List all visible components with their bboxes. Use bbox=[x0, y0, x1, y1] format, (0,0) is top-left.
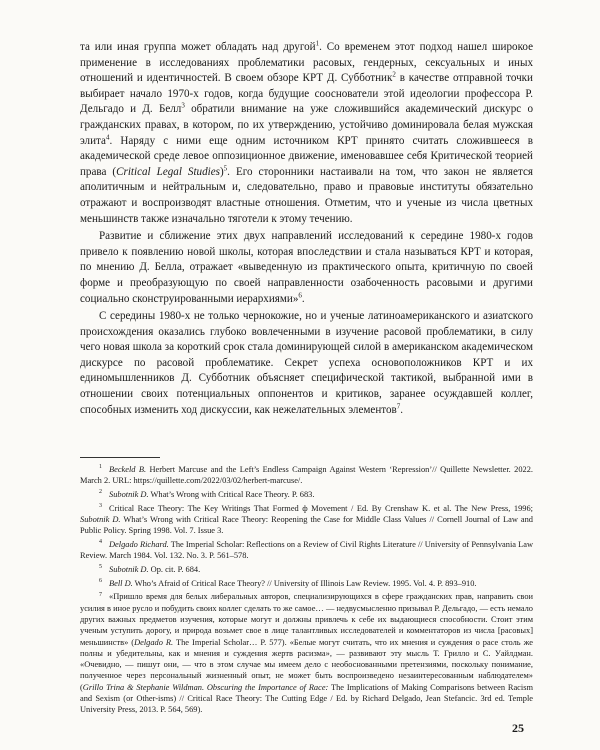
footnote-4: $^4$ Delgado Richard. The Imperial Scholar: Reflections on a Review of Civil Rights Literature // University of Pennsylvania Law Review. March 1984. Vol. 132. No. 3. P. 561–578. bbox=[80, 539, 534, 561]
footnote-5: $^5$ Subotnik D. Op. cit. P. 684. bbox=[99, 564, 201, 574]
footnote-ref-1: 1 bbox=[315, 39, 320, 48]
page-number: 25 bbox=[512, 721, 524, 735]
footnote-2: $^2$ Subotnik D. What’s Wrong with Critical Race Theory. P. 683. bbox=[99, 489, 315, 499]
footnotes bbox=[80, 464, 533, 718]
footnote-3: $^3$ Critical Race Theory: The Key Writings That Formed ф Movement / Ed. By Crenshaw K. et al. The New Press, 1996; Subotnik D. What’s Wrong with Critical Race Theory: Reopening the Case for Middle Class Values // Cornell Journal of Law and Public Policy. Spring 1998. Vol. 7. Issue 3. bbox=[80, 502, 533, 536]
paragraph-2: Развитие и сближение этих двух направлений исследований к середине 1980-х годов привело к появлению новой школы, которая впоследствии и стала называться КРТ и которая, по мнению Д. Белла, отражает «выведенную из практического опыта, критичную по своей форме и преобразующую по своей направленности озабоченность расовыми и другими социально сконструированными иерархиями»$^6$. bbox=[80, 230, 533, 305]
footnote-ref-6: 6 bbox=[298, 290, 302, 299]
footnote-ref-7: 7 bbox=[396, 401, 401, 410]
footnote-6: $^6$ Bell D. Who’s Afraid of Critical Race Theory? // University of Illinois Law Review. 1995. Vol. 4. P. 893–910. bbox=[99, 577, 477, 588]
footnote-ref-5: 5 bbox=[223, 164, 228, 173]
footnote-ref-3: 3 bbox=[181, 101, 185, 110]
footnote-1: $^1$ Beckeld B. Herbert Marcuse and the Left’s Endless Campaign Against Western ‘Repression’// Quillette Newsletter. 2022. March 2. URL: https://quillette.com/2022/03/02/herbert-marcuse/. bbox=[80, 464, 533, 486]
main-text bbox=[80, 40, 533, 418]
footnote-ref-2: 2 bbox=[392, 70, 396, 79]
footnote-separator bbox=[80, 457, 160, 458]
paragraph-1: та или иная группа может обладать над другой$^1$. Со временем этот подход нашел широкое применение в исследованиях проблематики расовых, гендерных, сексуальных и иных отношений и идентичностей. В своем обзоре КРТ Д. Субботник$^2$ в качестве отправной точки выбирает начало 1970-х годов, когда будущие сооснователи этой идеологии профессора Р. Дельгадо и Д. Белл$^3$ обратили внимание на уже сложившийся академический дискурс о гражданских правах, в котором, по их утверждению, устойчиво доминировала белая мужская элита$^4$. Наряду с ними еще одним источником КРТ принято считать сложившееся в академической среде левое оппозиционное движение, именовавшее себя Критической теорией права (Critical Legal Studies)$^5$. Его сторонники настаивали на том, что закон не является аполитичным и нейтральным и, следовательно, право и правовые институты обязательно отражают и воспроизводят властные отношения. Отметим, что и ученые из числа цветных меньшинств также изначально тяготели к этому течению. bbox=[80, 39, 533, 225]
footnote-ref-4: 4 bbox=[105, 132, 110, 141]
paragraph-3: С середины 1980-х не только чернокожие, но и ученые латиноамериканского и азиатского происхождения оказались глубоко вовлеченными в изучение расовой проблематики, в силу чего новая школа за короткий срок стала доминирующей силой в американском академическом дискурсе по расовой проблематике. Секрет успеха основоположников КРТ и их единомышленников Д. Субботник объясняет специфической тактикой, выбранной ими в отношении своих потенциальных оппонентов и критиков, заранее осуждавшей коллег, способных изменить ход дискуссии, как нежелательных элементов$^7$. bbox=[80, 310, 533, 416]
footnote-7: $^7$ «Пришло время для белых либеральных авторов, специализирующихся в сфере гражданских прав, направить свои усилия в иное русло и побудить своих коллег сделать то же самое… — недвусмысленно призывал Р. Дельгадо, — есть немало других важных предметов изучения, которые могут и должны привлечь к себе их выдающиеся способности. Стоит этим ученым уступить дорогу, и природа возьмет свое в лице талантливых исследователей и комментаторов из числа [расовых] меньшинств» (Delgado R. The Imperial Scholar… P. 577). «Белые могут считать, что их мнения и суждения о расе столь же полны и убедительны, как и мнения и суждения жертв расизма», — развивают эту мысль Т. Грилло и С. Уайлдман. «Очевидно, — пишут они, — что в этом случае мы имеем дело с необоснованными претензиями, поскольку понимание, полученное через персональный жизненный опыт, не может быть воспроизведено незаинтересованным наблюдателем» (Grillo Trina & Stephanie Wildman. Obscuring the Importance of Race: The Implications of Making Comparisons between Racism and Sexism (or Other-isms) // Critical Race Theory: The Cutting Edge / Ed. by Richard Delgado, Jean Stefancic. 3rd ed. Temple University Press, 2013. P. 564, 569). bbox=[80, 591, 533, 715]
